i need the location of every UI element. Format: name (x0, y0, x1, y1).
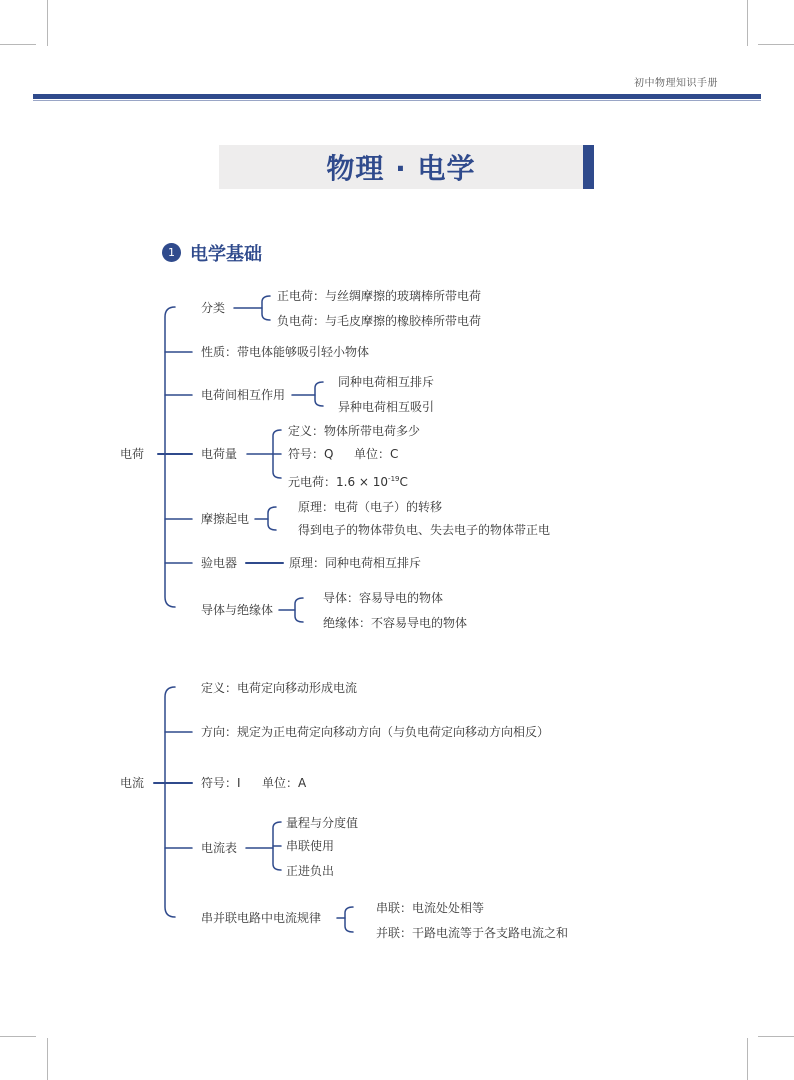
elementary-charge-exponent: -19 (388, 475, 400, 483)
friction-principle: 原理：电荷（电子）的转移 (298, 500, 443, 514)
friction-result: 得到电子的物体带负电、失去电子的物体带正电 (298, 523, 551, 537)
quantity-label: 电荷量 (201, 447, 238, 461)
current-definition: 定义：电荷定向移动形成电流 (201, 681, 358, 695)
ammeter-item-polarity: 正进负出 (286, 864, 335, 878)
page-title: 物理 · 电学 (326, 152, 476, 185)
ammeter-item-range: 量程与分度值 (286, 816, 359, 830)
interaction-item-repel: 同种电荷相互排斥 (338, 375, 435, 389)
conductor-item: 导体：容易导电的物体 (323, 591, 444, 605)
ammeter-label: 电流表 (201, 841, 238, 855)
elementary-charge (288, 472, 408, 489)
interaction-item-attract: 异种电荷相互吸引 (338, 400, 435, 414)
conductor-label: 导体与绝缘体 (201, 603, 274, 617)
current-unit: 单位：A (262, 776, 307, 790)
quantity-definition: 定义：物体所带电荷多少 (288, 424, 421, 438)
ammeter-item-series: 串联使用 (286, 839, 335, 853)
current-rule-series: 串联：电流处处相等 (376, 901, 485, 915)
electroscope-label: 验电器 (201, 556, 238, 570)
elementary-charge-unit: C (399, 475, 408, 489)
charge-root-label: 电荷 (120, 447, 145, 461)
positive-charge-item: 正电荷：与丝绸摩擦的玻璃棒所带电荷 (277, 289, 482, 303)
negative-charge-item: 负电荷：与毛皮摩擦的橡胶棒所带电荷 (277, 314, 482, 328)
current-rule-label: 串并联电路中电流规律 (201, 911, 322, 925)
section-title: 电学基础 (190, 244, 262, 265)
electroscope-principle: 原理：同种电荷相互排斥 (289, 556, 422, 570)
insulator-item: 绝缘体：不容易导电的物体 (323, 616, 468, 630)
current-root-label: 电流 (120, 776, 145, 790)
current-symbol: 符号：I (201, 776, 241, 790)
quantity-symbol: 符号：Q (288, 447, 334, 461)
elementary-charge-value: 元电荷：1.6 × 10 (288, 475, 389, 489)
current-direction: 方向：规定为正电荷定向移动方向（与负电荷定向移动方向相反） (201, 725, 550, 739)
classify-label: 分类 (201, 301, 226, 315)
friction-label: 摩擦起电 (201, 512, 250, 526)
book-title: 初中物理知识手册 (634, 78, 718, 89)
property-label: 性质：带电体能够吸引轻小物体 (201, 345, 370, 359)
interaction-label: 电荷间相互作用 (201, 388, 286, 402)
current-rule-parallel: 并联：干路电流等于各支路电流之和 (376, 926, 569, 940)
section-number-badge: 1 (162, 243, 181, 262)
quantity-unit: 单位：C (354, 447, 399, 461)
